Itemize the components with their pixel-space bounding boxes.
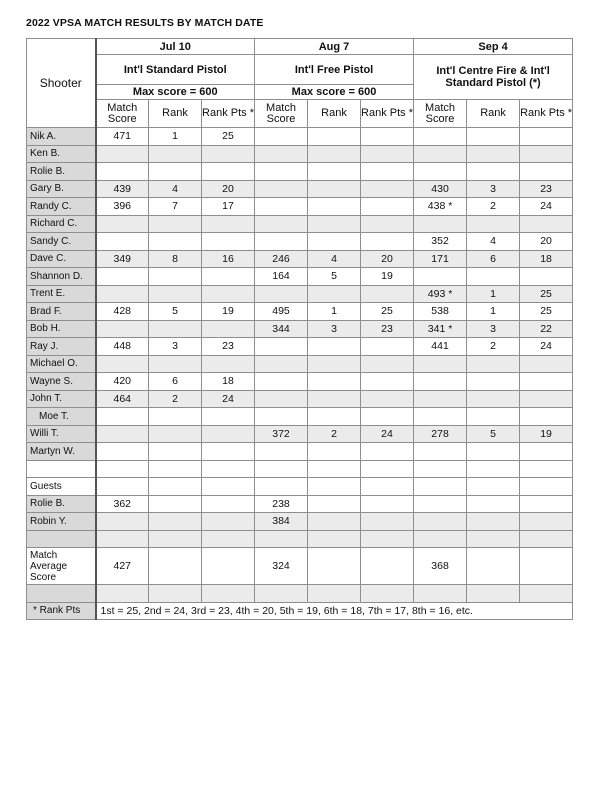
shooter-row xyxy=(27,408,573,426)
average-label: Match Average Score xyxy=(27,548,96,585)
match3-score-cell xyxy=(414,373,467,391)
match2-rank-cell xyxy=(308,355,361,373)
match2-score-cell: 164 xyxy=(255,268,308,286)
match2-rank-cell: 5 xyxy=(308,268,361,286)
guest-name: Robin Y. xyxy=(27,513,96,531)
match3-rank-cell: 4 xyxy=(467,233,520,251)
average-cell: 324 xyxy=(255,548,308,585)
match2-rank-cell xyxy=(308,180,361,198)
match2-score-cell xyxy=(255,373,308,391)
match2-score-cell xyxy=(255,285,308,303)
match2-rank-cell xyxy=(308,373,361,391)
match2-rank-cell xyxy=(308,285,361,303)
match3-pts-cell: 22 xyxy=(520,320,573,338)
match2-pts-cell xyxy=(361,513,414,531)
match2-score-cell: 344 xyxy=(255,320,308,338)
shooter-name: John T. xyxy=(27,390,96,408)
shooter-name: Sandy C. xyxy=(27,233,96,251)
guest-row xyxy=(27,513,573,531)
match3-pts-cell: 24 xyxy=(520,198,573,216)
match3-score-cell: 352 xyxy=(414,233,467,251)
match3-score-cell xyxy=(414,408,467,426)
match3-rank-cell: 2 xyxy=(467,198,520,216)
shooter-row xyxy=(27,268,573,286)
match3-pts-cell xyxy=(520,215,573,233)
match1-rank-cell xyxy=(149,513,202,531)
match3-score-cell xyxy=(414,495,467,513)
match1-pts-cell xyxy=(202,268,255,286)
match2-pts-cell xyxy=(361,215,414,233)
shooter-row xyxy=(27,233,573,251)
col-header-score: Match Score xyxy=(96,100,149,128)
match1-pts-cell: 16 xyxy=(202,250,255,268)
match1-pts-cell xyxy=(202,513,255,531)
shooter-name: Randy C. xyxy=(27,198,96,216)
match3-pts-cell: 23 xyxy=(520,180,573,198)
match3-rank-cell xyxy=(467,128,520,146)
match3-rank-cell xyxy=(467,355,520,373)
match1-rank-cell xyxy=(149,145,202,163)
col-header-rank: Rank xyxy=(467,100,520,128)
match2-pts-cell xyxy=(361,373,414,391)
shooter-row xyxy=(27,180,573,198)
match1-pts-cell xyxy=(202,495,255,513)
average-cell xyxy=(467,548,520,585)
match3-rank-cell: 3 xyxy=(467,180,520,198)
col-header-pts: Rank Pts * xyxy=(520,100,573,128)
match3-score-cell xyxy=(414,355,467,373)
match3-pts-cell xyxy=(520,443,573,461)
match2-score-cell xyxy=(255,338,308,356)
match1-rank-cell: 6 xyxy=(149,373,202,391)
match3-rank-cell: 6 xyxy=(467,250,520,268)
match1-rank-cell: 1 xyxy=(149,128,202,146)
match-date-3: Sep 4 xyxy=(414,39,573,55)
match3-score-cell xyxy=(414,145,467,163)
match1-score-cell xyxy=(96,215,149,233)
match3-rank-cell: 3 xyxy=(467,320,520,338)
average-cell xyxy=(149,548,202,585)
shooter-row xyxy=(27,373,573,391)
shooter-row xyxy=(27,303,573,321)
match1-score-cell xyxy=(96,285,149,303)
match3-pts-cell xyxy=(520,408,573,426)
shooter-name: Richard C. xyxy=(27,215,96,233)
match1-score-cell xyxy=(96,320,149,338)
match2-rank-cell xyxy=(308,513,361,531)
match3-score-cell xyxy=(414,390,467,408)
match1-rank-cell xyxy=(149,408,202,426)
match3-pts-cell xyxy=(520,373,573,391)
match2-pts-cell: 19 xyxy=(361,268,414,286)
match1-pts-cell: 24 xyxy=(202,390,255,408)
col-header-rank: Rank xyxy=(149,100,202,128)
match3-score-cell xyxy=(414,163,467,181)
match3-score-cell xyxy=(414,513,467,531)
match1-score-cell xyxy=(96,145,149,163)
match2-rank-cell xyxy=(308,128,361,146)
blank-row-label xyxy=(27,460,96,478)
match2-score-cell: 495 xyxy=(255,303,308,321)
match3-score-cell: 341 * xyxy=(414,320,467,338)
shooter-name: Wayne S. xyxy=(27,373,96,391)
match2-pts-cell xyxy=(361,163,414,181)
match3-rank-cell xyxy=(467,163,520,181)
match3-pts-cell: 20 xyxy=(520,233,573,251)
match3-pts-cell: 24 xyxy=(520,338,573,356)
shooter-row xyxy=(27,128,573,146)
shooter-name: Michael O. xyxy=(27,355,96,373)
match3-rank-cell xyxy=(467,268,520,286)
match2-score-cell xyxy=(255,215,308,233)
match2-score-cell xyxy=(255,180,308,198)
match3-pts-cell: 25 xyxy=(520,303,573,321)
match2-pts-cell xyxy=(361,443,414,461)
match2-pts-cell xyxy=(361,495,414,513)
match2-rank-cell xyxy=(308,390,361,408)
match3-rank-cell xyxy=(467,495,520,513)
shooter-name: Bob H. xyxy=(27,320,96,338)
match3-rank-cell: 1 xyxy=(467,285,520,303)
match1-score-cell xyxy=(96,163,149,181)
match1-pts-cell: 19 xyxy=(202,303,255,321)
match1-pts-cell: 17 xyxy=(202,198,255,216)
match3-score-cell: 171 xyxy=(414,250,467,268)
match2-score-cell: 372 xyxy=(255,425,308,443)
shooter-row xyxy=(27,285,573,303)
shooter-row xyxy=(27,215,573,233)
match-date-1: Jul 10 xyxy=(96,39,255,55)
shooter-name: Gary B. xyxy=(27,180,96,198)
match3-pts-cell: 19 xyxy=(520,425,573,443)
match1-pts-cell xyxy=(202,215,255,233)
match1-rank-cell xyxy=(149,355,202,373)
guest-rows xyxy=(27,495,573,530)
match1-score-cell xyxy=(96,233,149,251)
match3-pts-cell xyxy=(520,163,573,181)
match2-pts-cell: 25 xyxy=(361,303,414,321)
shooter-header: Shooter xyxy=(27,39,96,128)
shooter-name: Nik A. xyxy=(27,128,96,146)
match3-pts-cell xyxy=(520,268,573,286)
match1-pts-cell xyxy=(202,355,255,373)
match1-rank-cell xyxy=(149,285,202,303)
match1-score-cell: 471 xyxy=(96,128,149,146)
guests-label: Guests xyxy=(27,478,96,496)
match-event-2: Int'l Free Pistol xyxy=(255,55,414,85)
match3-rank-cell xyxy=(467,443,520,461)
match1-pts-cell xyxy=(202,145,255,163)
match2-rank-cell: 4 xyxy=(308,250,361,268)
match3-pts-cell xyxy=(520,128,573,146)
shooter-name: Shannon D. xyxy=(27,268,96,286)
match2-score-cell xyxy=(255,163,308,181)
match2-score-cell xyxy=(255,145,308,163)
rank-points-legend: 1st = 25, 2nd = 24, 3rd = 23, 4th = 20, 5th = 19, 6th = 18, 7th = 17, 8th = 16, etc. xyxy=(96,602,573,620)
match2-pts-cell: 23 xyxy=(361,320,414,338)
shooter-row xyxy=(27,163,573,181)
match1-rank-cell: 8 xyxy=(149,250,202,268)
match2-rank-cell xyxy=(308,233,361,251)
match2-pts-cell xyxy=(361,128,414,146)
match2-score-cell: 238 xyxy=(255,495,308,513)
shooter-row xyxy=(27,145,573,163)
page-title: 2022 VPSA MATCH RESULTS BY MATCH DATE xyxy=(26,17,264,29)
match2-rank-cell xyxy=(308,443,361,461)
match1-score-cell: 439 xyxy=(96,180,149,198)
match3-score-cell: 278 xyxy=(414,425,467,443)
match2-pts-cell xyxy=(361,233,414,251)
match2-pts-cell xyxy=(361,145,414,163)
shooter-name: Rolie B. xyxy=(27,163,96,181)
shooter-row xyxy=(27,198,573,216)
match2-rank-cell: 3 xyxy=(308,320,361,338)
match3-score-cell xyxy=(414,268,467,286)
shooter-row xyxy=(27,250,573,268)
match1-pts-cell: 25 xyxy=(202,128,255,146)
match3-rank-cell xyxy=(467,215,520,233)
match1-pts-cell: 18 xyxy=(202,373,255,391)
match1-pts-cell xyxy=(202,320,255,338)
shooter-name: Willi T. xyxy=(27,425,96,443)
match2-rank-cell xyxy=(308,198,361,216)
col-header-pts: Rank Pts * xyxy=(202,100,255,128)
match3-rank-cell xyxy=(467,390,520,408)
max-score-2: Max score = 600 xyxy=(255,85,414,100)
match3-pts-cell xyxy=(520,145,573,163)
match-event-3: Int'l Centre Fire & Int'l Standard Pistol (*) xyxy=(414,55,573,100)
match1-score-cell: 349 xyxy=(96,250,149,268)
average-cell xyxy=(520,548,573,585)
average-cell xyxy=(308,548,361,585)
match2-score-cell xyxy=(255,390,308,408)
match1-score-cell: 362 xyxy=(96,495,149,513)
match1-pts-cell: 20 xyxy=(202,180,255,198)
footer-label: * Rank Pts xyxy=(27,602,96,620)
average-cell: 368 xyxy=(414,548,467,585)
match2-rank-cell xyxy=(308,495,361,513)
match2-score-cell xyxy=(255,443,308,461)
match2-score-cell xyxy=(255,128,308,146)
match2-score-cell xyxy=(255,198,308,216)
match1-pts-cell xyxy=(202,443,255,461)
match2-pts-cell xyxy=(361,408,414,426)
match3-rank-cell: 1 xyxy=(467,303,520,321)
match1-score-cell xyxy=(96,443,149,461)
match1-score-cell xyxy=(96,425,149,443)
match3-rank-cell xyxy=(467,513,520,531)
average-cell: 427 xyxy=(96,548,149,585)
match2-score-cell xyxy=(255,233,308,251)
match1-score-cell: 396 xyxy=(96,198,149,216)
guest-row xyxy=(27,495,573,513)
match1-pts-cell xyxy=(202,425,255,443)
match3-rank-cell: 2 xyxy=(467,338,520,356)
match2-score-cell: 384 xyxy=(255,513,308,531)
match3-pts-cell xyxy=(520,495,573,513)
match2-pts-cell xyxy=(361,180,414,198)
match3-score-cell: 430 xyxy=(414,180,467,198)
match2-pts-cell xyxy=(361,338,414,356)
shooter-name: Martyn W. xyxy=(27,443,96,461)
match2-rank-cell: 2 xyxy=(308,425,361,443)
shooter-row xyxy=(27,390,573,408)
shooter-rows xyxy=(27,128,573,461)
match3-score-cell xyxy=(414,443,467,461)
match1-score-cell: 448 xyxy=(96,338,149,356)
match1-rank-cell: 4 xyxy=(149,180,202,198)
match2-rank-cell xyxy=(308,215,361,233)
shooter-name: Trent E. xyxy=(27,285,96,303)
match1-rank-cell: 7 xyxy=(149,198,202,216)
match1-pts-cell xyxy=(202,408,255,426)
match3-pts-cell: 25 xyxy=(520,285,573,303)
match2-rank-cell xyxy=(308,338,361,356)
match2-rank-cell xyxy=(308,408,361,426)
match2-score-cell: 246 xyxy=(255,250,308,268)
match3-pts-cell xyxy=(520,390,573,408)
match1-score-cell xyxy=(96,268,149,286)
shooter-row xyxy=(27,443,573,461)
shooter-name: Moe T. xyxy=(27,408,96,426)
average-cell xyxy=(202,548,255,585)
match3-score-cell xyxy=(414,215,467,233)
col-header-score: Match Score xyxy=(414,100,467,128)
match3-pts-cell xyxy=(520,355,573,373)
shooter-row xyxy=(27,320,573,338)
shooter-row xyxy=(27,425,573,443)
col-header-rank: Rank xyxy=(308,100,361,128)
match3-score-cell xyxy=(414,128,467,146)
match-event-1: Int'l Standard Pistol xyxy=(96,55,255,85)
match2-pts-cell: 20 xyxy=(361,250,414,268)
match3-score-cell: 438 * xyxy=(414,198,467,216)
match3-rank-cell: 5 xyxy=(467,425,520,443)
match2-pts-cell xyxy=(361,355,414,373)
max-score-1: Max score = 600 xyxy=(96,85,255,100)
match2-rank-cell xyxy=(308,145,361,163)
match2-rank-cell: 1 xyxy=(308,303,361,321)
match1-rank-cell xyxy=(149,163,202,181)
shooter-name: Ken B. xyxy=(27,145,96,163)
match3-rank-cell xyxy=(467,145,520,163)
match1-rank-cell xyxy=(149,443,202,461)
col-header-score: Match Score xyxy=(255,100,308,128)
match1-score-cell: 428 xyxy=(96,303,149,321)
match1-pts-cell xyxy=(202,233,255,251)
match1-rank-cell xyxy=(149,320,202,338)
shooter-row xyxy=(27,338,573,356)
match1-score-cell: 420 xyxy=(96,373,149,391)
guest-name: Rolie B. xyxy=(27,495,96,513)
match3-rank-cell xyxy=(467,408,520,426)
average-cell xyxy=(361,548,414,585)
match1-score-cell xyxy=(96,408,149,426)
shooter-name: Ray J. xyxy=(27,338,96,356)
match2-pts-cell xyxy=(361,285,414,303)
match1-score-cell: 464 xyxy=(96,390,149,408)
match3-score-cell: 538 xyxy=(414,303,467,321)
match1-rank-cell xyxy=(149,495,202,513)
match1-rank-cell: 5 xyxy=(149,303,202,321)
match1-score-cell xyxy=(96,513,149,531)
match1-score-cell xyxy=(96,355,149,373)
match1-rank-cell xyxy=(149,233,202,251)
match3-rank-cell xyxy=(467,373,520,391)
match1-rank-cell: 3 xyxy=(149,338,202,356)
match1-pts-cell xyxy=(202,163,255,181)
match1-rank-cell xyxy=(149,268,202,286)
shooter-row xyxy=(27,355,573,373)
match-date-2: Aug 7 xyxy=(255,39,414,55)
match3-score-cell: 441 xyxy=(414,338,467,356)
match1-rank-cell xyxy=(149,215,202,233)
match1-pts-cell xyxy=(202,285,255,303)
results-table xyxy=(26,38,573,620)
match2-rank-cell xyxy=(308,163,361,181)
match2-pts-cell xyxy=(361,390,414,408)
match3-score-cell: 493 * xyxy=(414,285,467,303)
shooter-name: Dave C. xyxy=(27,250,96,268)
match2-pts-cell xyxy=(361,198,414,216)
shooter-name: Brad F. xyxy=(27,303,96,321)
match3-pts-cell: 18 xyxy=(520,250,573,268)
match2-pts-cell: 24 xyxy=(361,425,414,443)
average-row xyxy=(27,548,573,585)
col-header-pts: Rank Pts * xyxy=(361,100,414,128)
match2-score-cell xyxy=(255,408,308,426)
match1-rank-cell xyxy=(149,425,202,443)
match3-pts-cell xyxy=(520,513,573,531)
match2-score-cell xyxy=(255,355,308,373)
match1-pts-cell: 23 xyxy=(202,338,255,356)
match1-rank-cell: 2 xyxy=(149,390,202,408)
